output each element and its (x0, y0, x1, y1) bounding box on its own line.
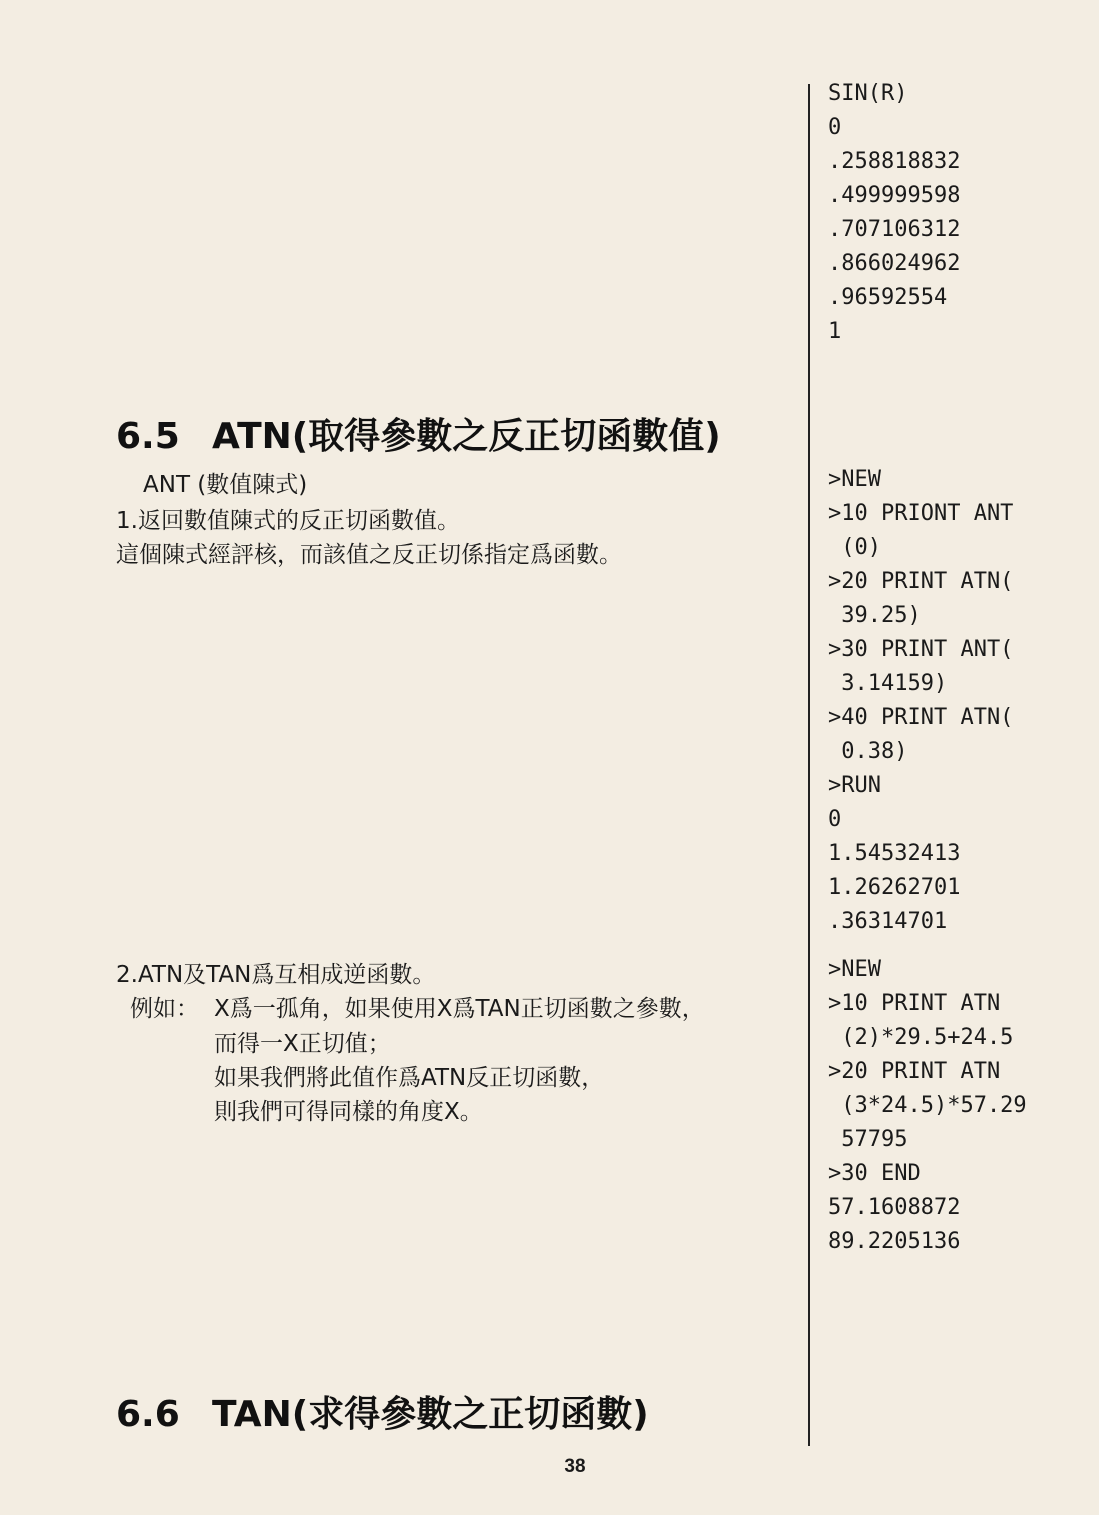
code-line: (2)*29.5+24.5 (828, 1025, 1014, 1050)
code-line: >NEW (828, 467, 881, 492)
code-line: >10 PRIONT ANT (828, 501, 1014, 526)
code-line: 89.2205136 (828, 1229, 961, 1254)
code-line: .866024962 (828, 251, 961, 276)
code-line: >NEW (828, 957, 881, 982)
example-label: 例如： (130, 996, 199, 1022)
code-line: .36314701 (828, 909, 948, 934)
code-line: 57.1608872 (828, 1195, 961, 1220)
column-divider (808, 84, 810, 1446)
code-line: SIN(R) (828, 81, 908, 106)
code-line: 0.38) (828, 739, 908, 764)
example-line-3: 如果我們將此值作爲ATN反正切函數， (214, 1065, 605, 1091)
code-line: >20 PRINT ATN( (828, 569, 1014, 594)
code-line: .707106312 (828, 217, 961, 242)
point-1-detail: 這個陳式經評核，而該值之反正切係指定爲函數。 (116, 542, 622, 568)
section-6-5-heading (116, 408, 721, 459)
page-number: 38 (564, 1456, 586, 1477)
code-line: >30 END (828, 1161, 921, 1186)
section-title: ATN(取得參數之反正切函數值) (212, 416, 721, 457)
code-line: .258818832 (828, 149, 961, 174)
example-line-1: X爲一孤角，如果使用X爲TAN正切函數之參數， (214, 996, 705, 1022)
code-block-sin-output (828, 77, 960, 349)
code-line: 0 (828, 115, 842, 140)
section-6-6-heading (116, 1386, 649, 1437)
code-line: >20 PRINT ATN (828, 1059, 1001, 1084)
code-line: 57795 (828, 1127, 908, 1152)
code-block-atn-example-2 (828, 953, 1027, 1259)
code-line: (3*24.5)*57.29 (828, 1093, 1027, 1118)
code-line: 39.25) (828, 603, 921, 628)
point-2: 2.ATN及TAN爲互相成逆函數。 (116, 962, 436, 988)
code-line: 1 (828, 319, 842, 344)
section-title: TAN(求得參數之正切函數) (212, 1394, 649, 1435)
code-line: >RUN (828, 773, 881, 798)
code-line: (0) (828, 535, 881, 560)
atn-syntax: ANT (數值陳式) (143, 472, 308, 498)
section-number: 6.6 (116, 1394, 180, 1435)
point-1: 1.返回數值陳式的反正切函數值。 (116, 508, 460, 534)
example-line-4: 則我們可得同樣的角度X。 (214, 1099, 483, 1125)
code-line: >30 PRINT ANT( (828, 637, 1014, 662)
code-line: .499999598 (828, 183, 961, 208)
code-line: 1.26262701 (828, 875, 961, 900)
code-block-atn-example-1 (828, 463, 1013, 939)
section-number: 6.5 (116, 416, 180, 457)
code-line: 1.54532413 (828, 841, 961, 866)
code-line: >10 PRINT ATN (828, 991, 1001, 1016)
code-line: >40 PRINT ATN( (828, 705, 1014, 730)
code-line: 0 (828, 807, 842, 832)
example-line-2: 而得一X正切值； (214, 1031, 391, 1057)
code-line: 3.14159) (828, 671, 948, 696)
code-line: .96592554 (828, 285, 948, 310)
